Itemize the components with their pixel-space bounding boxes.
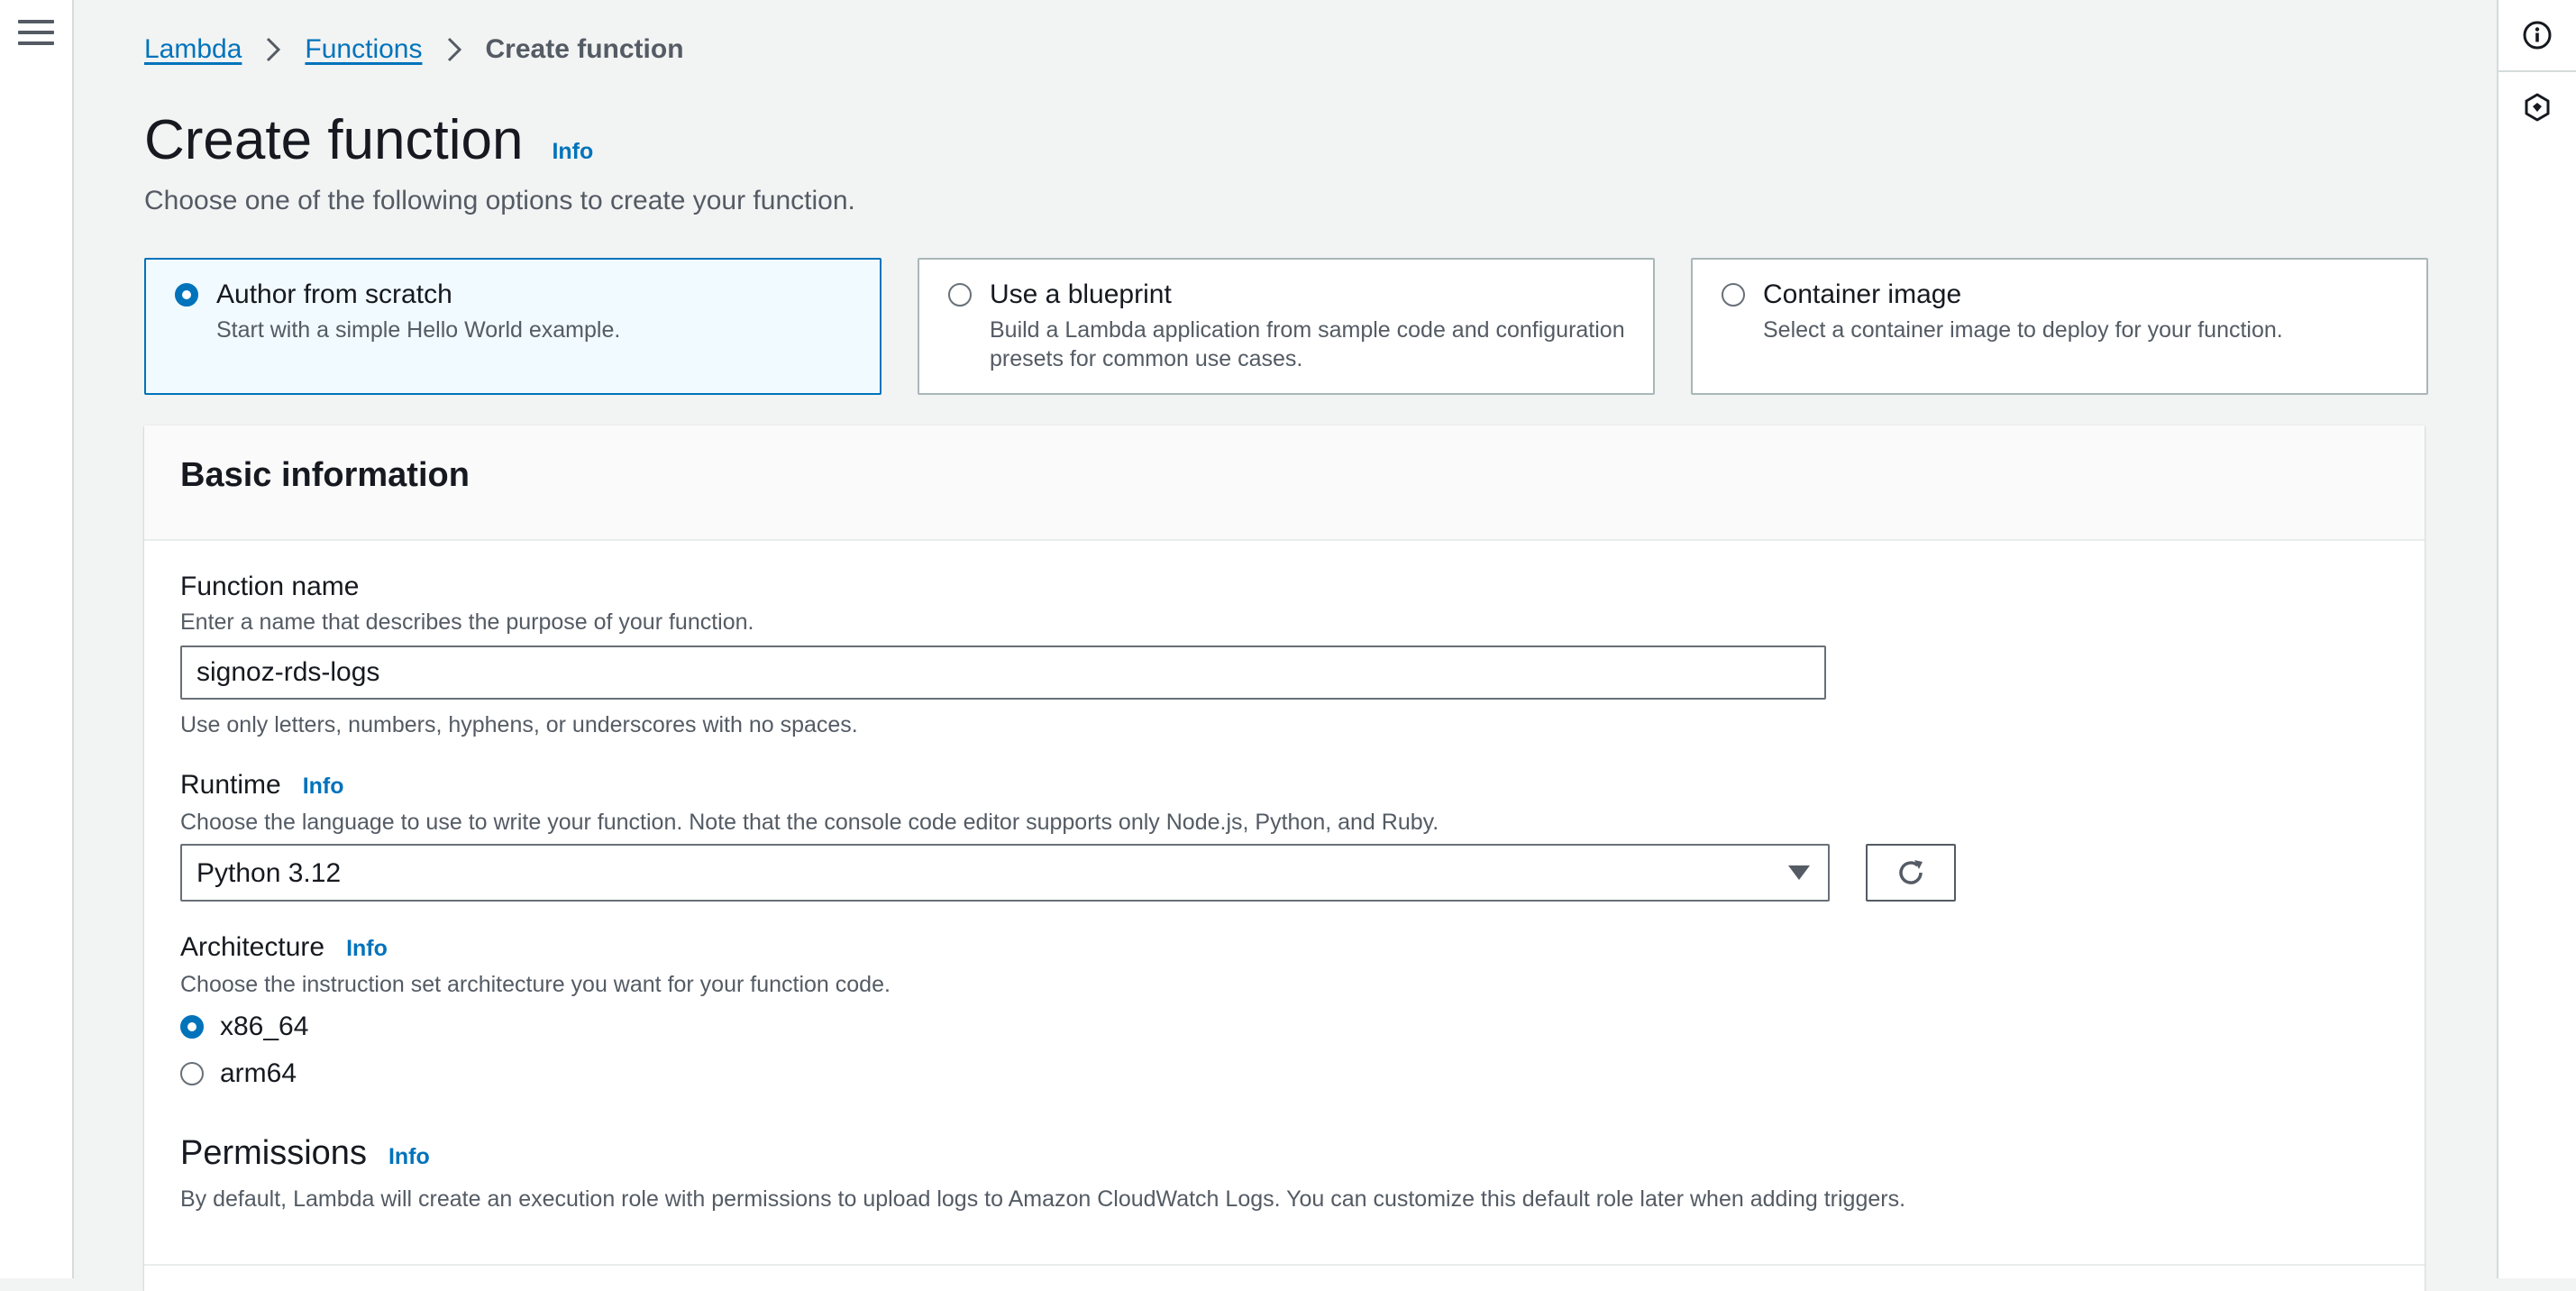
architecture-label-text: Architecture [180,932,325,962]
permissions-description: By default, Lambda will create an execution role with permissions to upload logs to Amazon CloudWatch Logs. You can customize this default role later when adding triggers. [180,1186,1906,1212]
panel-heading: Basic information [180,456,470,494]
refresh-icon [1895,856,1927,889]
function-name-input[interactable] [180,646,1826,700]
info-circle-icon [2522,20,2553,50]
option-use-blueprint[interactable] [918,258,1655,395]
function-name-label [180,572,359,602]
help-panel-button[interactable] [2498,72,2576,142]
caret-down-icon [1788,865,1810,880]
function-name-hint: Enter a name that describes the purpose of your function. [180,609,754,635]
radio-x86-64[interactable] [180,1015,204,1039]
runtime-select-value: Python 3.12 [196,858,342,888]
info-panel-button[interactable] [2498,0,2576,72]
creation-options [144,258,2425,395]
breadcrumb-lambda-link[interactable]: Lambda [144,34,242,64]
function-name-constraint: Use only letters, numbers, hyphens, or underscores with no spaces. [180,712,858,737]
panel-divider [144,1264,2425,1266]
runtime-info-link[interactable]: Info [302,774,344,799]
architecture-option-label: x86_64 [220,1012,309,1041]
option-title: Author from scratch [216,279,452,309]
left-nav-rail [0,0,74,1278]
permissions-label [180,1134,430,1173]
option-author-from-scratch[interactable] [144,258,882,395]
option-title: Use a blueprint [990,279,1172,309]
chevron-right-icon [265,36,281,63]
page-info-link[interactable]: Info [552,139,594,164]
architecture-info-link[interactable]: Info [346,936,388,961]
refresh-runtimes-button[interactable] [1866,844,1956,902]
radio-container-image[interactable] [1722,283,1745,307]
right-utility-rail [2497,0,2576,1278]
architecture-label [180,932,388,963]
architecture-option-x86-64[interactable] [180,1012,308,1042]
basic-information-panel [144,426,2425,1291]
breadcrumb-functions-link[interactable]: Functions [305,34,423,64]
panel-header [144,426,2425,541]
permissions-info-link[interactable]: Info [388,1144,430,1169]
page-title: Create function [144,109,524,171]
chevron-right-icon [446,36,462,63]
breadcrumb [144,34,684,65]
permissions-heading: Permissions [180,1134,367,1172]
option-description: Start with a simple Hello World example. [216,317,621,343]
help-hexagon-icon [2522,92,2553,123]
radio-arm64[interactable] [180,1062,204,1085]
architecture-option-arm64[interactable] [180,1058,297,1089]
runtime-select[interactable] [180,844,1830,902]
hamburger-menu-icon[interactable] [18,20,54,50]
radio-use-blueprint[interactable] [948,283,972,307]
page-header [144,108,593,172]
option-title: Container image [1763,279,1962,309]
runtime-hint: Choose the language to use to write your function. Note that the console code editor supports only Node.js, Python, and Ruby. [180,810,1439,835]
architecture-hint: Choose the instruction set architecture you want for your function code. [180,972,891,997]
breadcrumb-current: Create function [485,34,684,64]
option-description: Build a Lambda application from sample code and configuration presets for common use cases. [990,317,1625,371]
option-description: Select a container image to deploy for your function. [1763,317,2283,343]
radio-author-from-scratch[interactable] [175,283,198,307]
architecture-option-label: arm64 [220,1058,297,1088]
runtime-label-text: Runtime [180,770,281,800]
runtime-label [180,770,344,801]
page-description: Choose one of the following options to create your function. [144,186,855,215]
option-container-image[interactable] [1691,258,2428,395]
function-name-label-text: Function name [180,572,360,601]
